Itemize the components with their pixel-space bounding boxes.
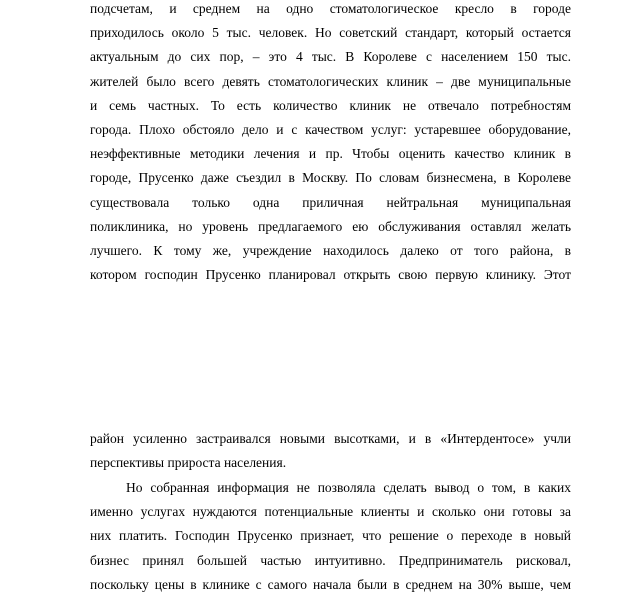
text-line: города. Плохо обстояло дело и с качеством услуг: устаревшее оборудование, bbox=[90, 121, 571, 137]
text-line: жителей было всего девять стоматологических клиник – две муниципальные bbox=[90, 73, 571, 89]
text-block-bottom bbox=[90, 427, 571, 475]
text-line: приходилось около 5 тыс. человек. Но советский стандарт, который остается bbox=[90, 25, 571, 41]
text-line: актуальным до сих пор, – это 4 тыс. В Королеве с населением 150 тыс. bbox=[90, 49, 571, 65]
text-line: Но собранная информация не позволяла сделать вывод о том, в каких bbox=[126, 480, 571, 495]
text-line: бизнес принял большей частью интуитивно. Предприниматель рисковал, bbox=[90, 552, 571, 568]
text-line: подсчетам, и среднем на одно стоматологическое кресло в городе bbox=[90, 1, 571, 16]
text-line: котором господин Прусенко планировал открыть свою первую клинику. Этот bbox=[90, 267, 571, 283]
text-line: район усиленно застраивался новыми высотками, и в «Интердентосе» учли bbox=[90, 431, 571, 446]
text-line: городе, Прусенко даже съездил в Москву. По словам бизнесмена, в Королеве bbox=[90, 170, 571, 186]
text-line: них платить. Господин Прусенко признает, что решение о переходе в новый bbox=[90, 528, 571, 544]
text-line: неэффективные методики лечения и пр. Чтобы оценить качество клиник в bbox=[90, 146, 571, 162]
text-line: поликлиника, но уровень предлагаемого ею обслуживания оставлял желать bbox=[90, 218, 571, 234]
text-line: и семь частных. То есть количество клиник не отвечало потребностям bbox=[90, 97, 571, 113]
text-line: поскольку цены в клинике с самого начала были в среднем на 30% выше, чем bbox=[90, 576, 571, 592]
paragraph bbox=[90, 476, 571, 597]
text-line: перспективы прироста населения. bbox=[90, 455, 287, 471]
text-line: существовала только одна приличная нейтральная муниципальная bbox=[90, 194, 571, 210]
text-line: лучшего. К тому же, учреждение находилось далеко от того района, в bbox=[90, 242, 571, 258]
text-block-top bbox=[90, 0, 571, 287]
text-line: именно услугах нуждаются потенциальные клиенты и сколько они готовы за bbox=[90, 504, 571, 520]
